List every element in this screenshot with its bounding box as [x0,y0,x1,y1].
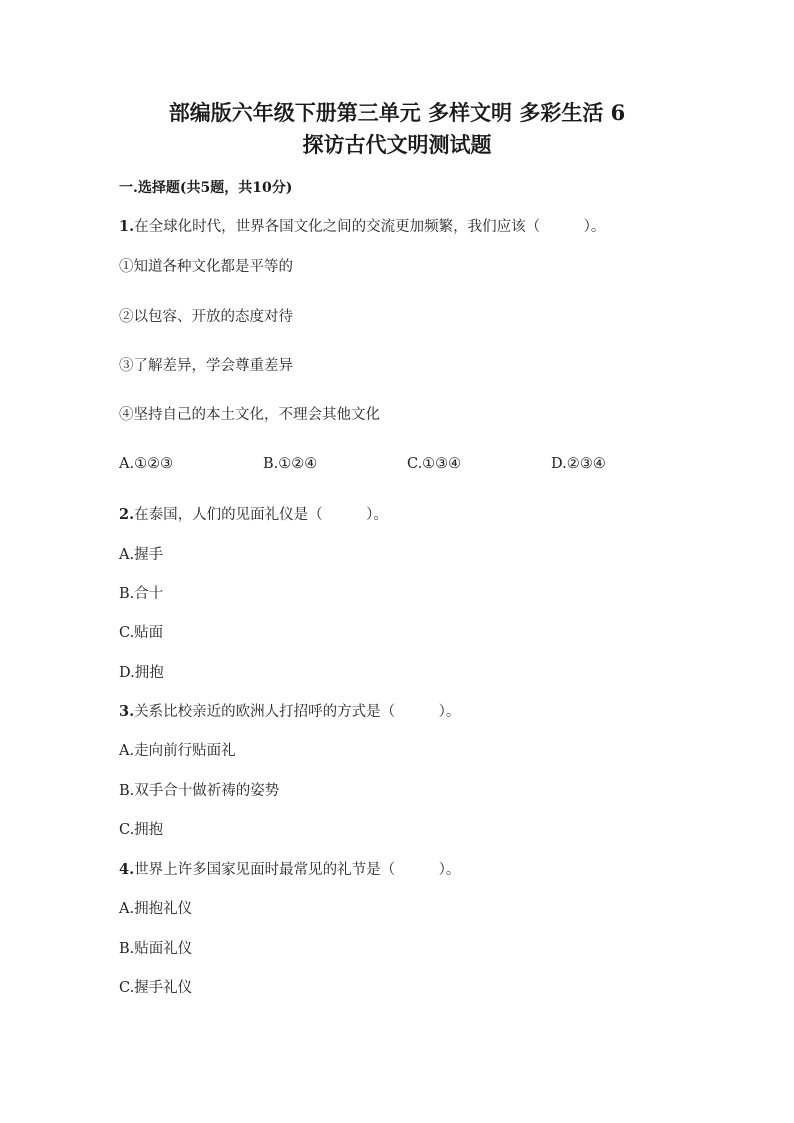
question-2-option-d: D.拥抱 [119,665,164,681]
question-2-number: 2. [119,506,135,523]
question-2-option-a: A.握手 [119,547,164,563]
question-1-stem: 在全球化时代，世界各国文化之间的交流更加频繁，我们应该（ ）。 [134,219,606,235]
question-4 [119,860,460,880]
document-title-line-1: 部编版六年级下册第三单元 多样文明 多彩生活 6 [168,100,626,125]
question-1-option-b: B.①②④ [263,456,318,472]
question-1-option-a: A.①②③ [119,456,174,472]
question-1-statement-2: ②以包容、开放的态度对待 [119,309,293,325]
question-4-number: 4. [119,861,135,878]
question-2-stem: 在泰国，人们的见面礼仪是（ ）。 [134,507,388,523]
document-title-line-2: 探访古代文明测试题 [302,132,492,157]
question-1-statement-4: ④坚持自己的本土文化，不理会其他文化 [119,407,380,423]
question-4-option-b: B.贴面礼仪 [119,941,193,957]
question-4-option-a: A.拥抱礼仪 [119,901,193,917]
question-4-option-c: C.握手礼仪 [119,980,193,996]
question-3-option-c: C.拥抱 [119,822,164,838]
question-1-number: 1. [119,218,135,235]
question-1-options [119,454,679,474]
question-3-option-b: B.双手合十做祈祷的姿势 [119,783,280,799]
question-3 [119,702,460,722]
question-1 [119,217,605,237]
question-2-option-b: B.合十 [119,586,164,602]
question-1-statement-3: ③了解差异，学会尊重差异 [119,358,293,374]
question-1-option-d: D.②③④ [551,456,606,472]
question-2-option-c: C.贴面 [119,625,164,641]
question-1-option-c: C.①③④ [407,456,462,472]
question-2 [119,505,388,525]
question-4-stem: 世界上许多国家见面时最常见的礼节是（ ）。 [134,862,461,878]
section-heading: 一.选择题(共5题，共10分) [119,180,293,196]
question-1-statement-1: ①知道各种文化都是平等的 [119,259,293,275]
question-3-stem: 关系比校亲近的欧洲人打招呼的方式是（ ）。 [134,704,461,720]
question-3-option-a: A.走向前行贴面礼 [119,743,236,759]
question-3-number: 3. [119,703,135,720]
